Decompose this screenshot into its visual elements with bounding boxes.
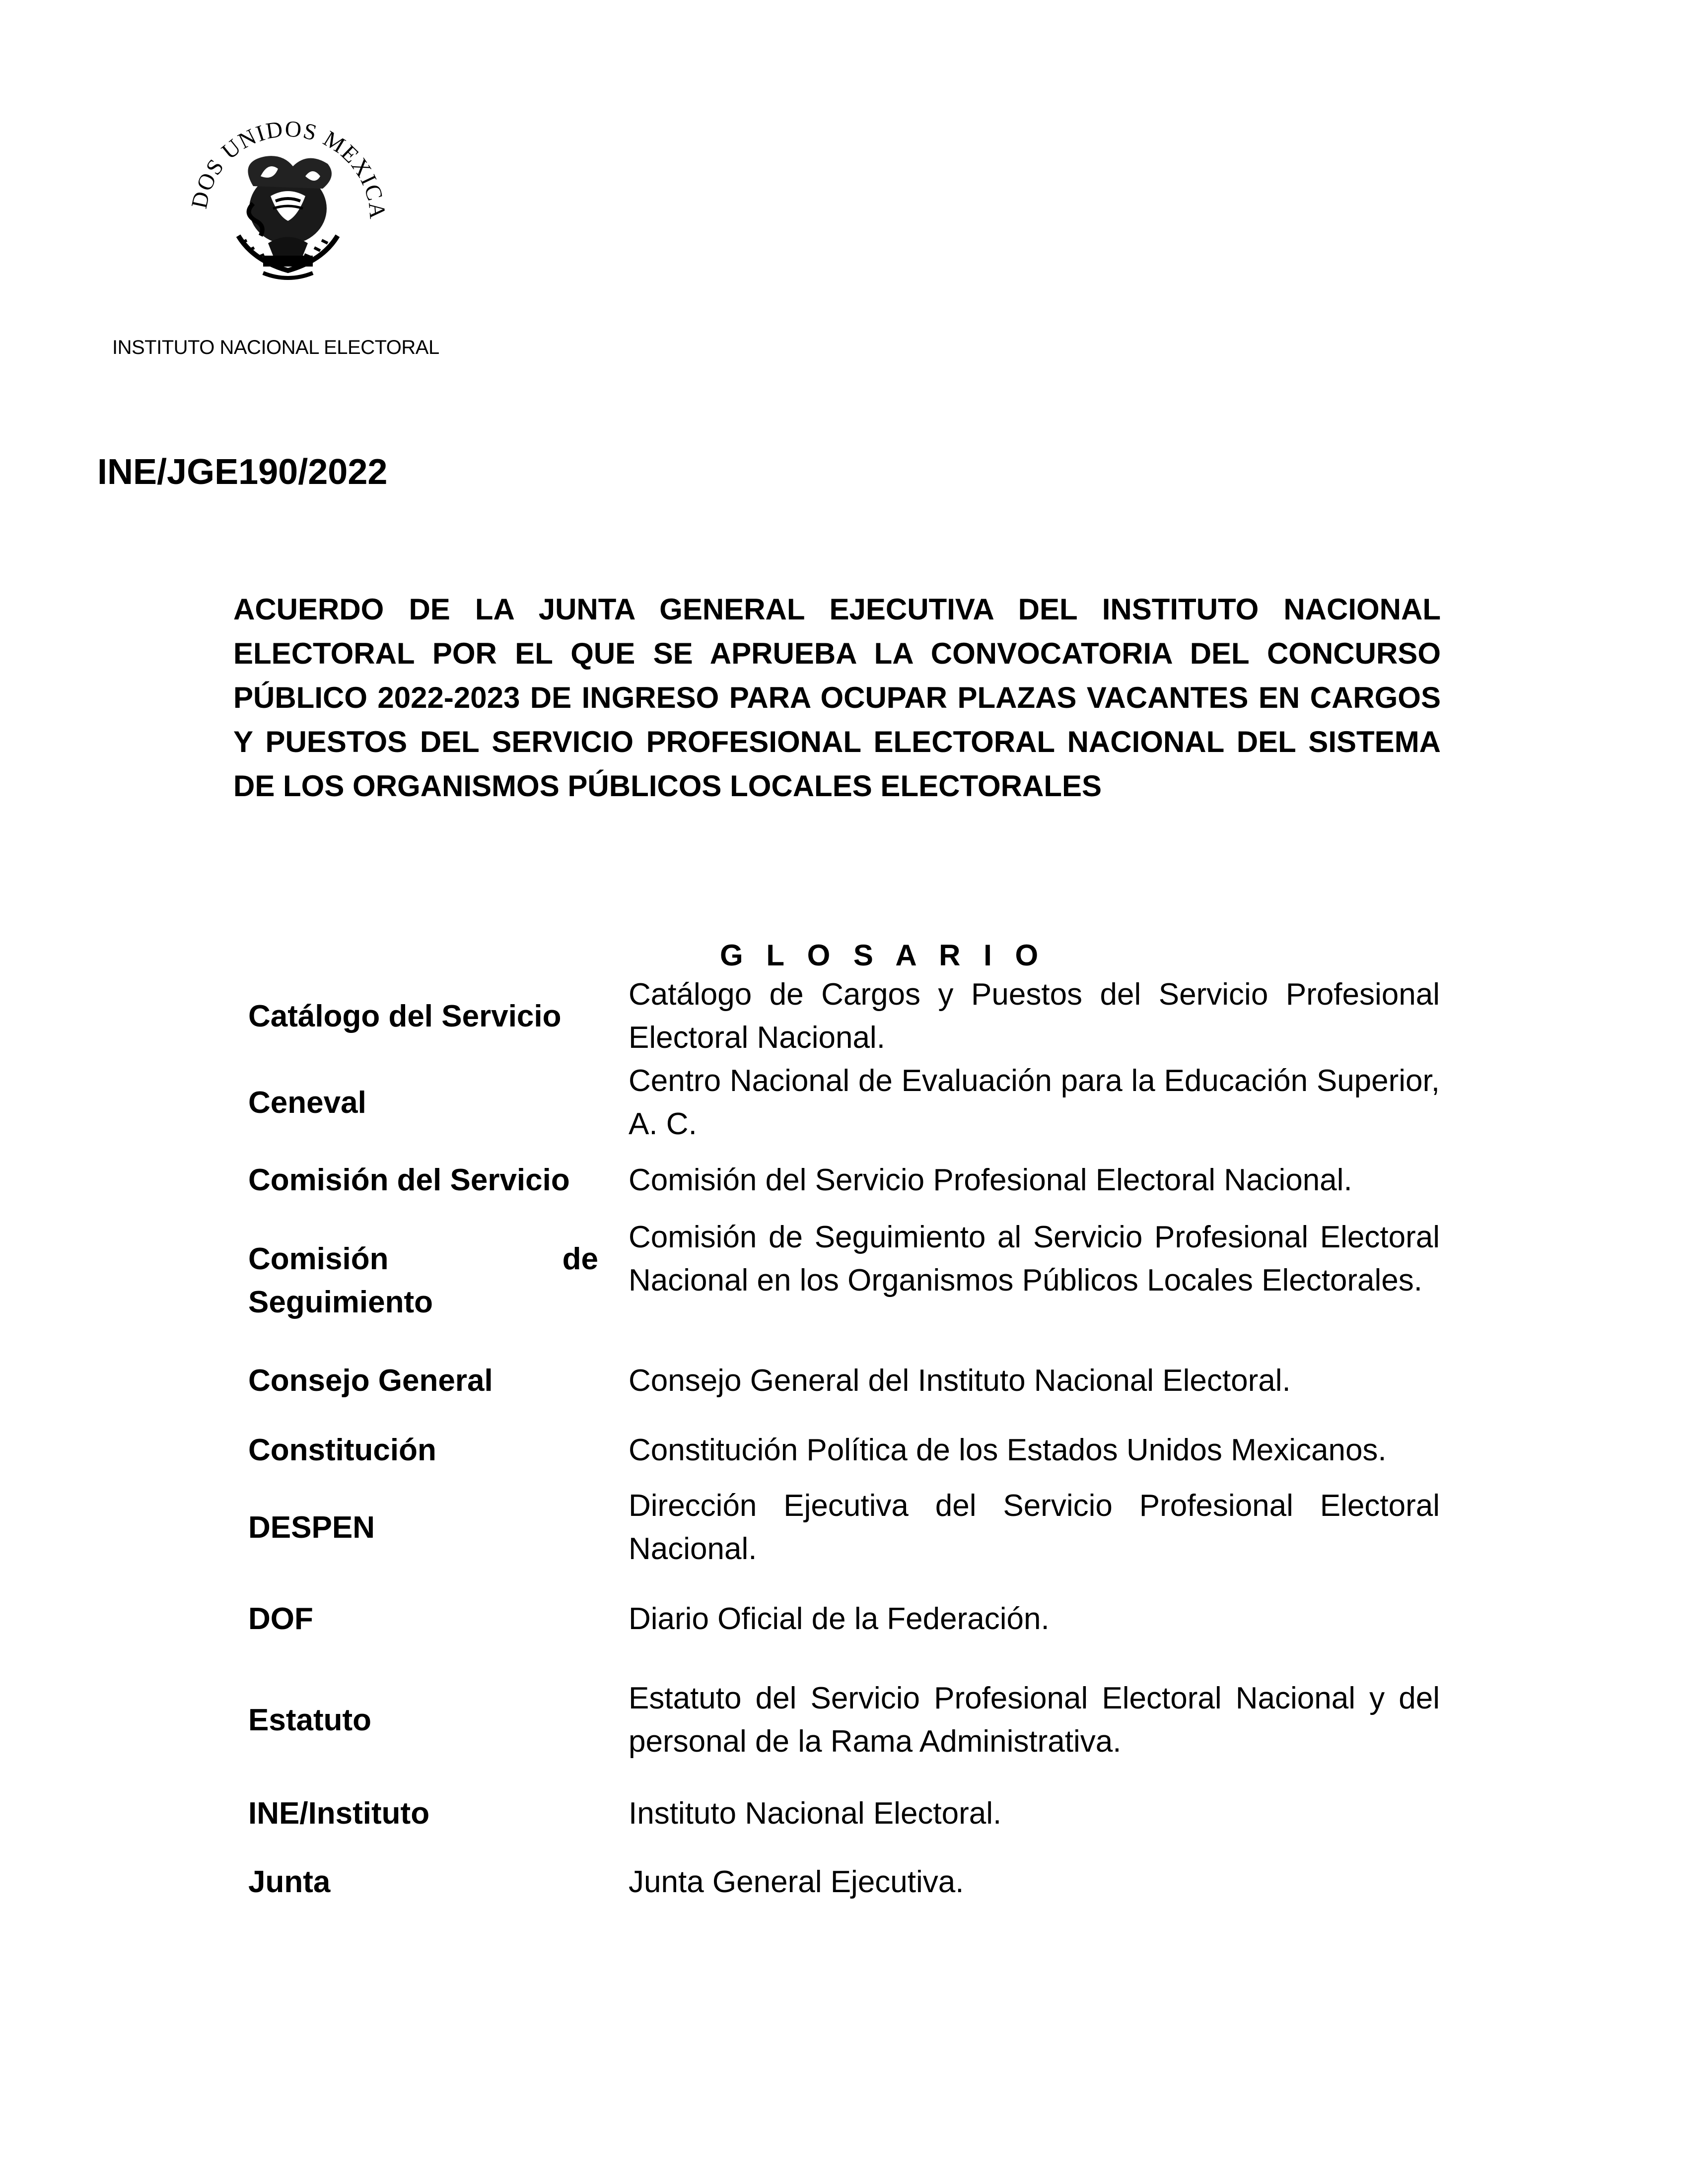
- document-number: INE/JGE190/2022: [97, 452, 388, 492]
- glossary-term: Catálogo del Servicio: [248, 999, 562, 1033]
- glossary-term: Constitución: [248, 1433, 436, 1467]
- glossary-definition: Comisión del Servicio Profesional Electoral Nacional.: [629, 1163, 1352, 1197]
- glossary-term: DOF: [248, 1602, 313, 1636]
- glossary-term: DESPEN: [248, 1510, 375, 1545]
- glossary-definition: Catálogo de Cargos y Puestos del Servicio Profesional Electoral Nacional.: [629, 977, 1440, 1055]
- seal-text: DOS UNIDOS MEXICA: [186, 116, 391, 221]
- glossary-definition: Constitución Política de los Estados Unidos Mexicanos.: [629, 1433, 1387, 1467]
- glossary-definition: Comisión de Seguimiento al Servicio Profesional Electoral Nacional en los Organismos Públicos Locales Electorales.: [629, 1220, 1440, 1297]
- glossary-definition: Centro Nacional de Evaluación para la Educación Superior, A. C.: [629, 1064, 1440, 1141]
- glossary-definition: Dirección Ejecutiva del Servicio Profesional Electoral Nacional.: [629, 1489, 1440, 1566]
- glossary-term: Consejo General: [248, 1364, 493, 1398]
- glossary-term: Comisión de Seguimiento: [248, 1241, 598, 1319]
- glossary-definition: Consejo General del Instituto Nacional Electoral.: [629, 1364, 1291, 1398]
- glossary-definition: Diario Oficial de la Federación.: [629, 1602, 1050, 1636]
- glossary-term: Comisión del Servicio: [248, 1163, 570, 1197]
- glossary-definition: Estatuto del Servicio Profesional Electoral Nacional y del personal de la Rama Administrativa.: [629, 1681, 1440, 1759]
- glossary-definition: Instituto Nacional Electoral.: [629, 1796, 1002, 1831]
- mexican-coat-of-arms-seal: [179, 102, 397, 320]
- institute-name: INSTITUTO NACIONAL ELECTORAL: [112, 337, 439, 358]
- glossary-term: Estatuto: [248, 1703, 371, 1737]
- glossary-term: Junta: [248, 1865, 331, 1899]
- glossary-definition: Junta General Ejecutiva.: [629, 1865, 964, 1899]
- glossary-term: Ceneval: [248, 1085, 366, 1120]
- agreement-title: ACUERDO DE LA JUNTA GENERAL EJECUTIVA DEL INSTITUTO NACIONAL ELECTORAL POR EL QUE SE APRUEBA LA CONVOCATORIA DEL CONCURSO PÚBLICO 2022-2023 DE INGRESO PARA OCUPAR PLAZAS VACANTES EN CARGOS Y PUESTOS DEL SERVICIO PROFESIONAL ELECTORAL NACIONAL DEL SISTEMA DE LOS ORGANISMOS PÚBLICOS LOCALES ELECTORALES: [233, 593, 1441, 803]
- glossary-heading: G L O S A R I O: [720, 939, 1046, 972]
- glossary-term: INE/Instituto: [248, 1796, 430, 1831]
